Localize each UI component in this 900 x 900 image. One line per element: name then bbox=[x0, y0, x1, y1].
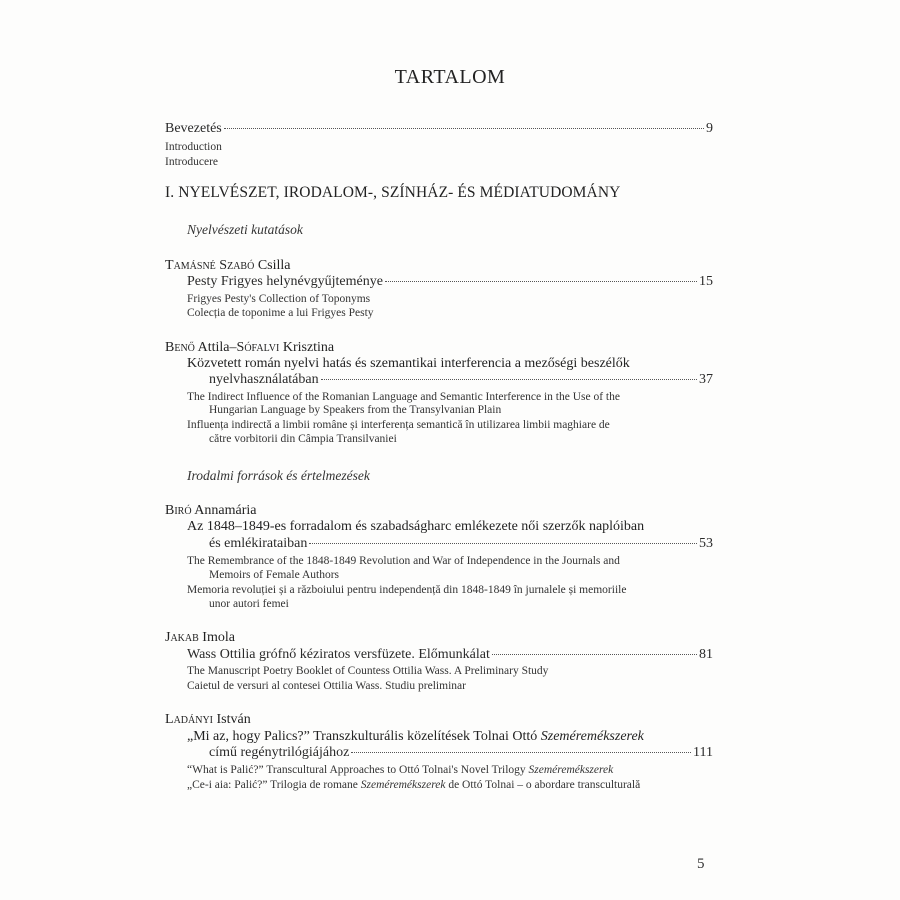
entry-title[interactable]: „Mi az, hogy Palics?” Transzkulturális közelítések Tolnai Ottó Szeméremékszerek bbox=[187, 729, 644, 744]
translation-en: The Remembrance of the 1848-1849 Revolution and War of Independence in the Journals and bbox=[187, 555, 620, 567]
entry-title: nyelvhasználatában bbox=[209, 372, 319, 387]
entry-page: 15 bbox=[699, 274, 713, 289]
translation-en: The Indirect Influence of the Romanian Language and Semantic Interference in the Use of the bbox=[187, 391, 620, 403]
translation-ro: unor autori femei bbox=[209, 598, 289, 610]
entry-title: Wass Ottilia grófnő kéziratos versfüzete. Előmunkálat bbox=[187, 647, 490, 662]
entry-title: Pesty Frigyes helynévgyűjteménye bbox=[187, 274, 383, 289]
entry-page: 111 bbox=[693, 745, 713, 760]
translation-ro: Colecția de toponime a lui Frigyes Pesty bbox=[187, 307, 374, 319]
entry-title: és emlékirataiban bbox=[209, 536, 308, 551]
section-heading: I. NYELVÉSZET, IRODALOM-, SZÍNHÁZ- ÉS MÉDIATUDOMÁNY bbox=[165, 184, 621, 201]
toc-entry-title[interactable] bbox=[187, 647, 713, 663]
translation-ro: Memoria revoluției și a războiului pentru independență din 1848-1849 în jurnalele și memoriile bbox=[187, 584, 627, 596]
entry-label: Bevezetés bbox=[165, 121, 222, 136]
entry-title: című regénytrilógiájához bbox=[209, 745, 350, 760]
toc-entry-title[interactable] bbox=[209, 536, 713, 552]
entry-title[interactable]: Közvetett román nyelvi hatás és szemantikai interferencia a mezőségi beszélők bbox=[187, 356, 630, 371]
subsection-heading: Nyelvészeti kutatások bbox=[187, 222, 303, 237]
entry-title[interactable]: Az 1848–1849-es forradalom és szabadságharc emlékezete női szerzők naplóiban bbox=[187, 519, 645, 534]
toc-entry-title[interactable] bbox=[209, 745, 713, 761]
translation-ro: Introducere bbox=[165, 156, 218, 168]
page-title: TARTALOM bbox=[394, 66, 506, 88]
dot-leader bbox=[385, 281, 697, 282]
entry-page: 81 bbox=[699, 647, 713, 662]
page-number: 5 bbox=[697, 856, 705, 872]
entry-page: 37 bbox=[699, 372, 713, 387]
toc-entry-intro[interactable] bbox=[165, 121, 713, 137]
entry-page: 9 bbox=[706, 121, 713, 136]
translation-en: Introduction bbox=[165, 141, 222, 153]
translation-ro: Influența indirectă a limbii române și interferența semantică în utilizarea limbii maghiare de bbox=[187, 419, 610, 431]
entry-author: Benő Attila–Sófalvi Krisztina bbox=[165, 340, 335, 355]
dot-leader bbox=[351, 752, 691, 753]
dot-leader bbox=[309, 543, 697, 544]
translation-en: The Manuscript Poetry Booklet of Countess Ottilia Wass. A Preliminary Study bbox=[187, 665, 549, 677]
translation-en: Hungarian Language by Speakers from the Transylvanian Plain bbox=[209, 404, 502, 416]
translation-ro: Caietul de versuri al contesei Ottilia Wass. Studiu preliminar bbox=[187, 680, 466, 692]
entry-author: Jakab Imola bbox=[165, 630, 235, 645]
translation-ro: către vorbitorii din Câmpia Transilvaniei bbox=[209, 433, 397, 445]
translation-en: Memoirs of Female Authors bbox=[209, 569, 339, 581]
dot-leader bbox=[321, 379, 697, 380]
dot-leader bbox=[492, 654, 697, 655]
dot-leader bbox=[224, 128, 704, 129]
toc-entry-title[interactable] bbox=[187, 274, 713, 290]
entry-page: 53 bbox=[699, 536, 713, 551]
translation-en: “What is Palić?” Transcultural Approaches to Ottó Tolnai's Novel Trilogy Szeméremékszerek bbox=[187, 764, 614, 776]
entry-author: Tamásné Szabó Csilla bbox=[165, 258, 291, 273]
entry-author: Biró Annamária bbox=[165, 503, 257, 518]
entry-author: Ladányi István bbox=[165, 712, 251, 727]
subsection-heading: Irodalmi források és értelmezések bbox=[187, 468, 370, 483]
translation-en: Frigyes Pesty's Collection of Toponyms bbox=[187, 293, 371, 305]
toc-entry-title[interactable] bbox=[209, 372, 713, 388]
translation-ro: „Ce-i aia: Palić?” Trilogia de romane Szeméremékszerek de Ottó Tolnai – o abordare transculturală bbox=[187, 779, 641, 791]
